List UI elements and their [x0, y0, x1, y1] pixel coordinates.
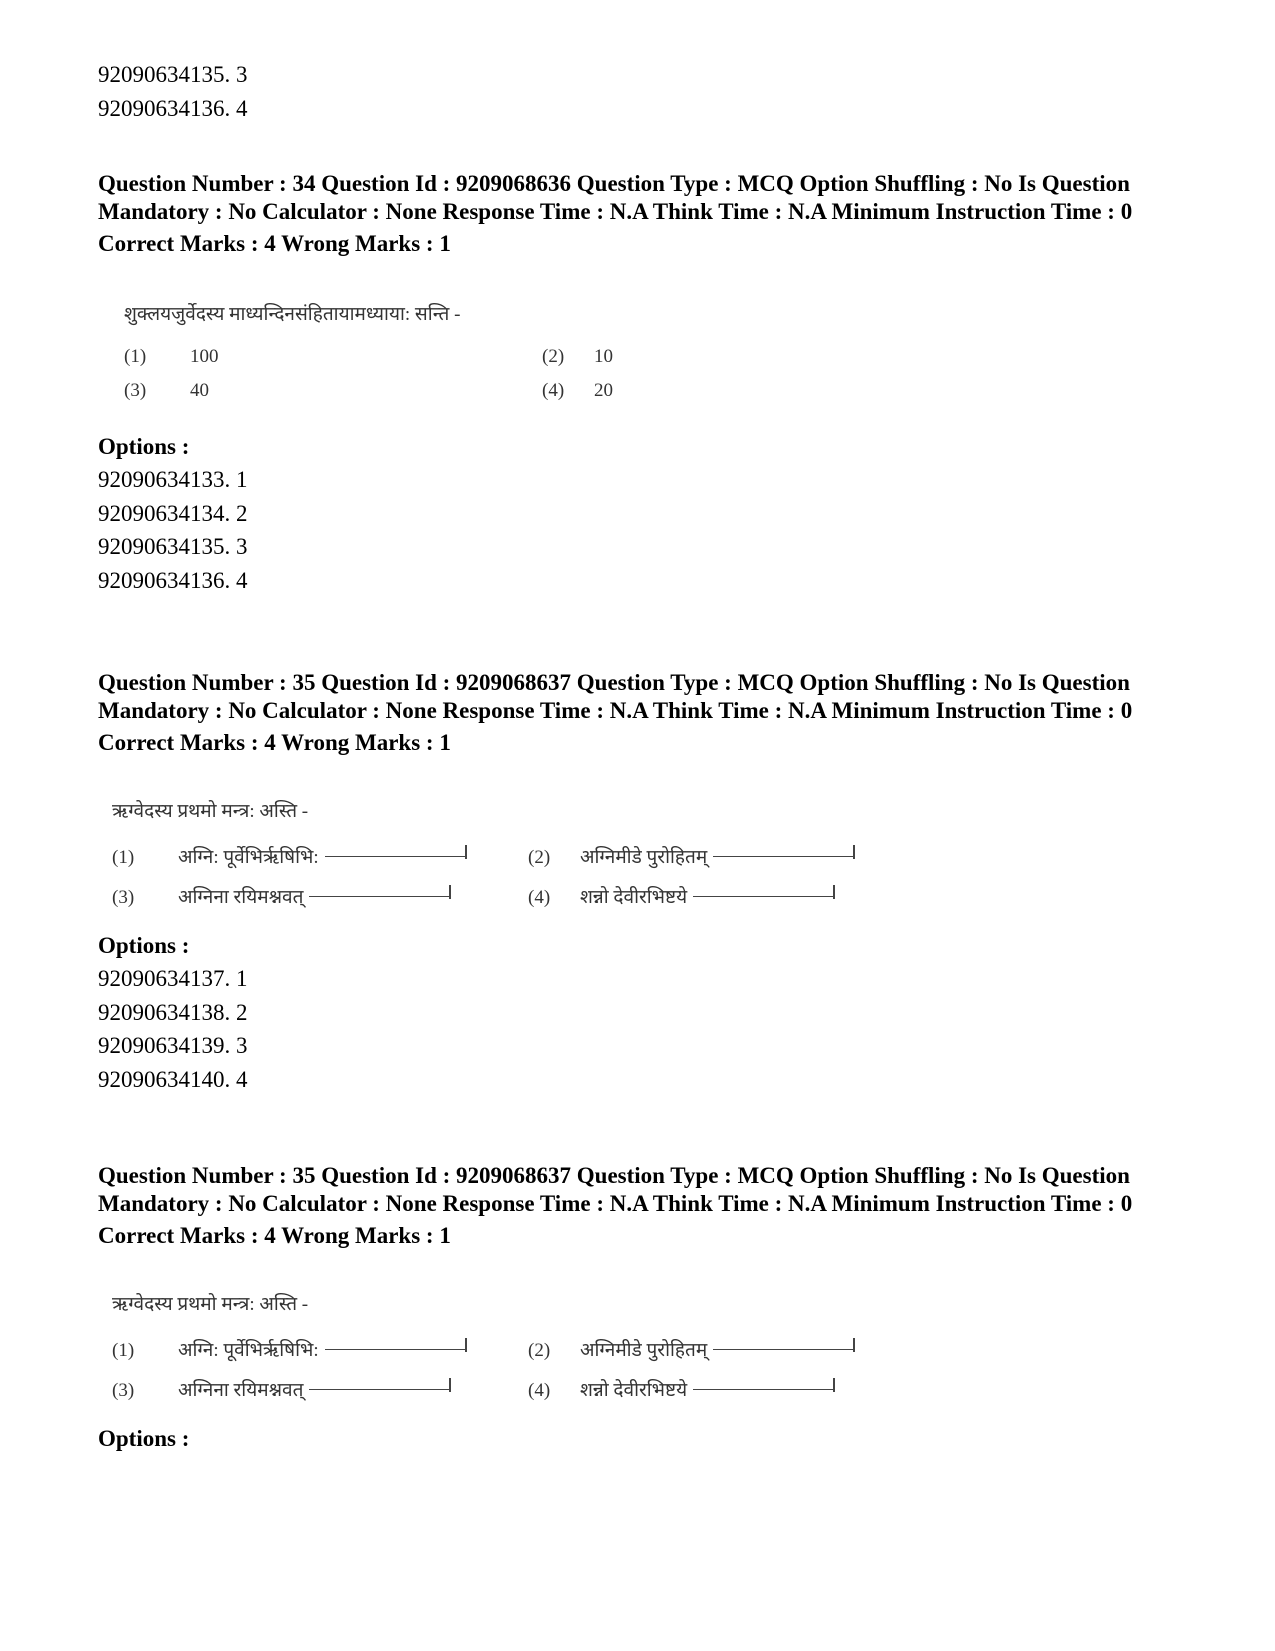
question-stem: ऋग्वेदस्य प्रथमो मन्त्र: अस्ति - — [112, 1294, 309, 1315]
choice-1 — [124, 346, 219, 368]
danda-mark — [853, 845, 855, 859]
question-meta: Question Number : 35 Question Id : 9209068637 Question Type : MCQ Option Shuffling : No Is Question Mandatory : No Calculator : None Response Time : N.A Think Time : N.A Minimum Instruction Time : 0 — [98, 670, 1133, 723]
choice-2 — [528, 843, 855, 869]
danda-mark — [465, 1338, 467, 1352]
choice-number: (4) — [528, 887, 551, 908]
question-35 — [98, 669, 1188, 1096]
choice-4 — [528, 883, 835, 909]
question-marks: Correct Marks : 4 Wrong Marks : 1 — [98, 1223, 451, 1248]
choice-text: 10 — [594, 346, 613, 367]
choice-text: अग्निमीडे पुरोहितम् — [580, 847, 708, 868]
question-image — [98, 260, 1188, 430]
danda-mark — [449, 885, 451, 899]
options-heading: Options : — [98, 1426, 190, 1451]
choice-text: शन्नो देवीरभिष्टये — [580, 887, 688, 908]
question-meta: Question Number : 35 Question Id : 9209068637 Question Type : MCQ Option Shuffling : No Is Question Mandatory : No Calculator : None Response Time : N.A Think Time : N.A Minimum Instruction Time : 0 — [98, 1163, 1133, 1216]
choice-3 — [112, 1376, 451, 1402]
option-line: 92090634134. 2 — [98, 500, 248, 526]
option-line: 92090634136. 4 — [98, 95, 248, 121]
choice-number: (1) — [124, 346, 147, 367]
danda-mark — [833, 1378, 835, 1392]
question-image — [98, 1252, 1188, 1422]
option-line: 92090634138. 2 — [98, 999, 248, 1025]
question-stem: ऋग्वेदस्य प्रथमो मन्त्र: अस्ति - — [112, 801, 309, 822]
option-line: 92090634135. 3 — [98, 62, 248, 87]
danda-mark — [853, 1338, 855, 1352]
choice-number: (1) — [112, 847, 135, 868]
choice-number: (3) — [112, 1380, 135, 1401]
choice-number: (2) — [528, 1340, 551, 1361]
option-line: 92090634135. 3 — [98, 534, 248, 559]
choice-number: (1) — [112, 1340, 135, 1361]
choice-text: अग्निना रयिमश्नवत् — [178, 887, 304, 908]
choice-text: अग्नि: पूर्वेभिर्ऋषिभि: — [178, 1340, 319, 1361]
options-heading: Options : — [98, 933, 190, 958]
choice-text: अग्नि: पूर्वेभिर्ऋषिभि: — [178, 847, 319, 868]
top-options — [98, 58, 1188, 125]
choice-3 — [112, 883, 451, 909]
question-image — [98, 759, 1188, 929]
choice-4 — [528, 1376, 835, 1402]
option-line: 92090634137. 1 — [98, 966, 248, 991]
answer-blank — [693, 1389, 833, 1390]
choice-1 — [112, 1336, 467, 1362]
option-line: 92090634140. 4 — [98, 1066, 248, 1092]
choice-text: अग्निना रयिमश्नवत् — [178, 1380, 304, 1401]
choice-3 — [124, 380, 209, 402]
answer-blank — [325, 856, 465, 857]
choice-number: (4) — [528, 1380, 551, 1401]
choice-text: शन्नो देवीरभिष्टये — [580, 1380, 688, 1401]
choice-number: (4) — [542, 380, 565, 401]
choice-1 — [112, 843, 467, 869]
choice-number: (3) — [124, 380, 147, 401]
answer-blank — [693, 896, 833, 897]
choice-number: (3) — [112, 887, 135, 908]
danda-mark — [833, 885, 835, 899]
choice-2 — [542, 346, 613, 368]
answer-blank — [309, 1389, 449, 1390]
question-stem: शुक्लयजुर्वेदस्य माध्यन्दिनसंहितायामध्याया: सन्ति - — [124, 304, 461, 325]
choice-number: (2) — [528, 847, 551, 868]
option-line: 92090634139. 3 — [98, 1033, 248, 1058]
answer-blank — [713, 856, 853, 857]
option-line: 92090634136. 4 — [98, 567, 248, 593]
option-line: 92090634133. 1 — [98, 467, 248, 492]
choice-text: 40 — [190, 380, 209, 401]
answer-blank — [713, 1349, 853, 1350]
choice-number: (2) — [542, 346, 565, 367]
choice-text: 20 — [594, 380, 613, 401]
choice-text: अग्निमीडे पुरोहितम् — [580, 1340, 708, 1361]
choice-2 — [528, 1336, 855, 1362]
question-marks: Correct Marks : 4 Wrong Marks : 1 — [98, 231, 451, 256]
choice-4 — [542, 380, 613, 402]
danda-mark — [449, 1378, 451, 1392]
choice-text: 100 — [190, 346, 219, 367]
question-35-repeat — [98, 1162, 1188, 1455]
danda-mark — [465, 845, 467, 859]
question-marks: Correct Marks : 4 Wrong Marks : 1 — [98, 730, 451, 755]
question-meta: Question Number : 34 Question Id : 9209068636 Question Type : MCQ Option Shuffling : No Is Question Mandatory : No Calculator : None Response Time : N.A Think Time : N.A Minimum Instruction Time : 0 — [98, 171, 1133, 224]
answer-blank — [325, 1349, 465, 1350]
options-heading: Options : — [98, 434, 190, 459]
question-34 — [98, 170, 1188, 597]
answer-blank — [309, 896, 449, 897]
